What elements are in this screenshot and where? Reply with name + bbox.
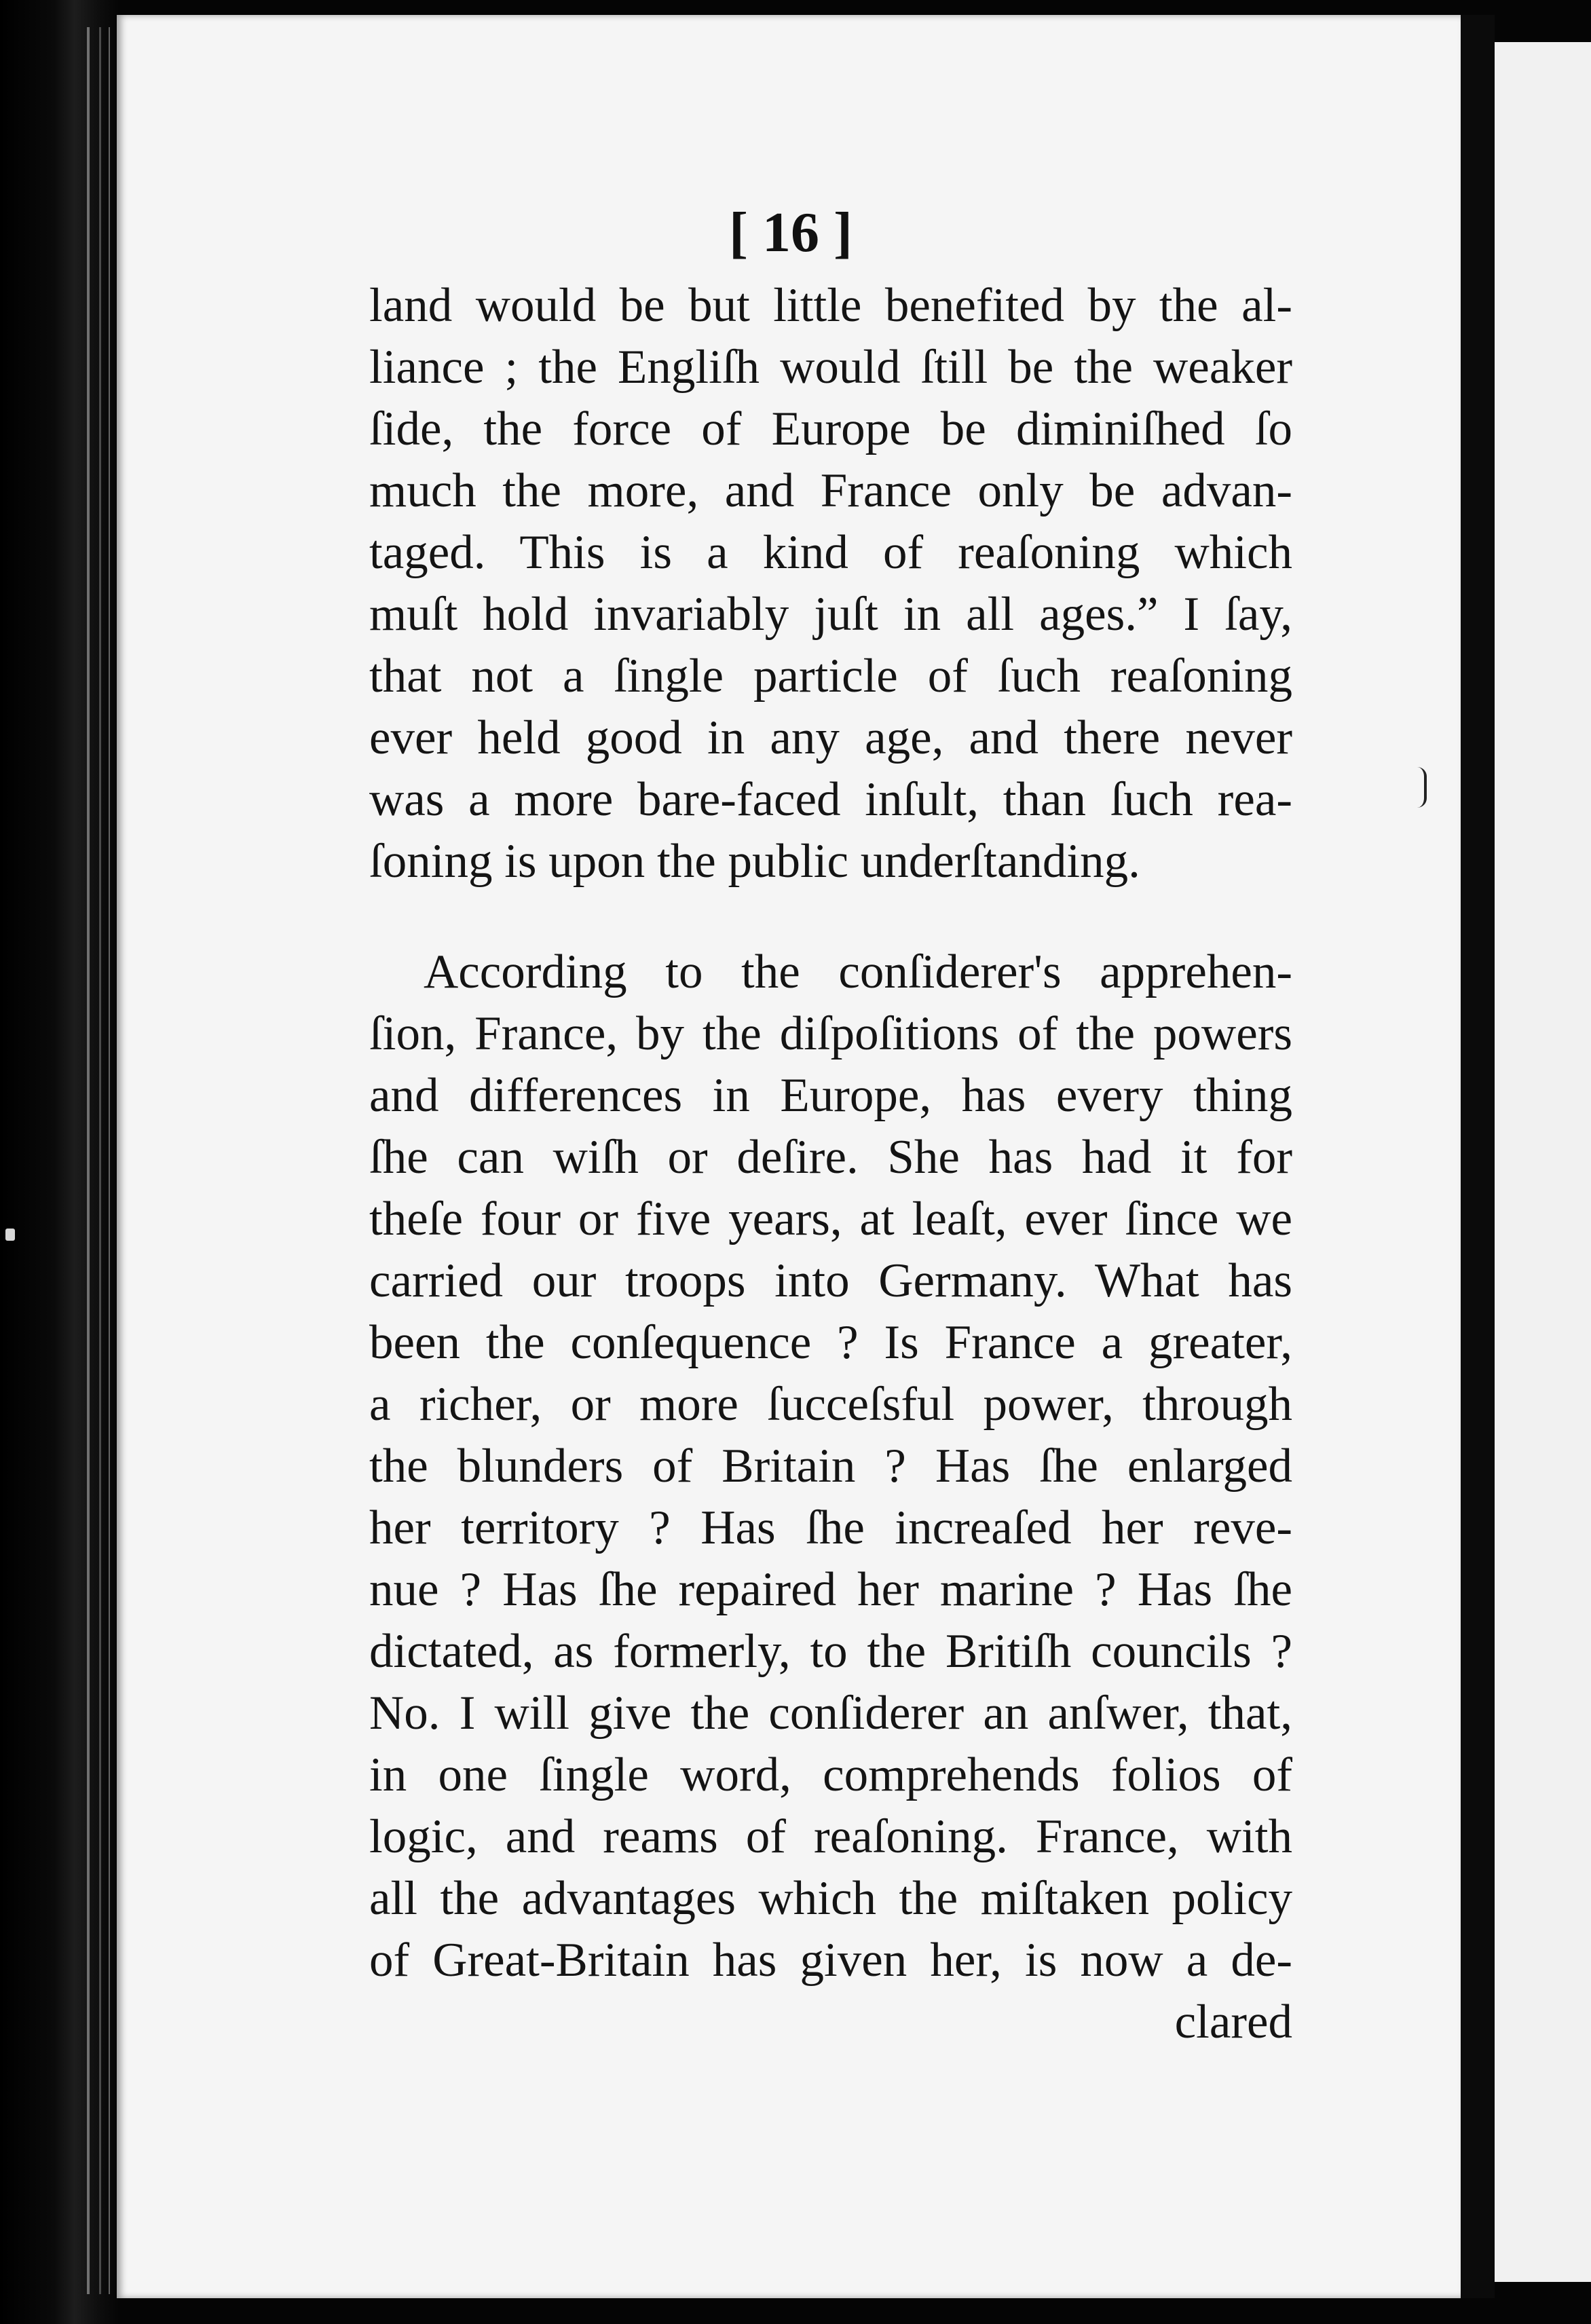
text-line: ſoning is upon the public underſtanding.	[369, 835, 1140, 888]
paragraph-2	[369, 941, 1292, 1991]
page-number-header: [ 16 ]	[729, 201, 853, 264]
text-line: land would be but little benefited by the al-	[369, 279, 1292, 332]
text-line: liance ; the Engliſh would ſtill be the weaker	[369, 341, 1292, 394]
text-line: ever held good in any age, and there never	[369, 711, 1292, 764]
binding-gutter	[0, 0, 119, 2324]
paragraph-gap	[369, 893, 1292, 941]
text-line: of Great-Britain has given her, is now a de-	[369, 1934, 1292, 1987]
text-line: taged. This is a kind of reaſoning which	[369, 526, 1292, 579]
text-line: was a more bare-faced inſult, than ſuch rea-	[369, 773, 1292, 826]
text-line: theſe four or five years, at leaſt, ever ſince we	[369, 1193, 1292, 1245]
text-line: much the more, and France only be advan-	[369, 464, 1292, 517]
text-line: carried our troops into Germany. What has	[369, 1254, 1292, 1307]
text-line: No. I will give the conſiderer an anſwer, that,	[369, 1687, 1292, 1740]
text-line: logic, and reams of reaſoning. France, with	[369, 1810, 1292, 1863]
spine-edge-line	[109, 27, 110, 2294]
spine-edge-line	[87, 27, 90, 2294]
text-line: muſt hold invariably juſt in all ages.” I ſay,	[369, 588, 1292, 641]
spine-edge-line	[99, 27, 101, 2294]
text-line: that not a ſingle particle of ſuch reaſoning	[369, 650, 1292, 702]
text-line: and differences in Europe, has every thing	[369, 1069, 1292, 1122]
page-edge-shadow	[1461, 15, 1495, 2298]
text-line: her territory ? Has ſhe increaſed her reve-	[369, 1501, 1292, 1554]
text-line: ſide, the force of Europe be diminiſhed ſo	[369, 402, 1292, 455]
bleed-through-mark	[1417, 767, 1427, 808]
text-line: dictated, as formerly, to the Britiſh councils ?	[369, 1625, 1292, 1678]
body-text	[369, 275, 1292, 2053]
text-line: ſion, France, by the diſpoſitions of the powers	[369, 1007, 1292, 1060]
margin-speck	[5, 1229, 15, 1241]
text-line: been the conſequence ? Is France a greater,	[369, 1316, 1292, 1369]
text-line: all the advantages which the miſtaken policy	[369, 1872, 1292, 1925]
text-line: ſhe can wiſh or deſire. She has had it for	[369, 1131, 1292, 1184]
text-line: nue ? Has ſhe repaired her marine ? Has ſhe	[369, 1563, 1292, 1616]
facing-page-sliver	[1495, 42, 1591, 2282]
text-line: a richer, or more ſucceſsful power, through	[369, 1378, 1292, 1431]
text-line: in one ſingle word, comprehends folios of	[369, 1748, 1292, 1801]
text-line: According to the conſiderer's apprehen-	[424, 945, 1292, 998]
catchword: clared	[1174, 1995, 1292, 2048]
paragraph-1	[369, 275, 1292, 893]
text-line: the blunders of Britain ? Has ſhe enlarged	[369, 1440, 1292, 1493]
